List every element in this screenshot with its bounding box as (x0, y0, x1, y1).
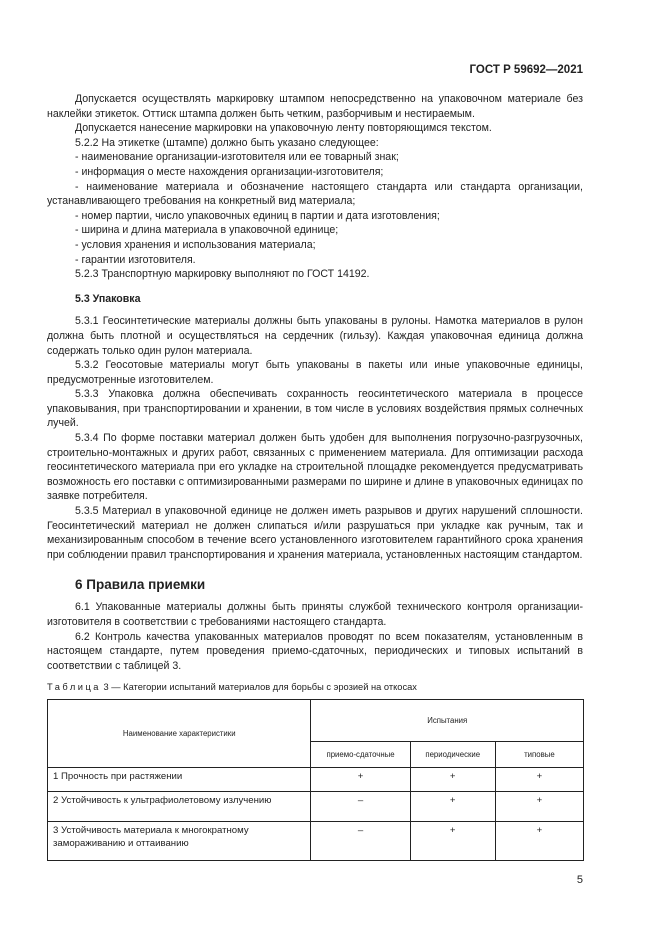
paragraph: Допускается осуществлять маркировку штампом непосредственно на упаковочном материале без наклейки этикеток. Оттиск штампа должен быть четким, разборчивым и нестираемым. (47, 93, 583, 120)
table-caption (47, 681, 583, 694)
section-6 (47, 576, 583, 673)
cell: 1 Прочность при растяжении (48, 768, 311, 792)
paragraph: 5.2.3 Транспортную маркировку выполняют по ГОСТ 14192. (75, 268, 370, 281)
page-number: 5 (576, 874, 583, 887)
cell: – (311, 792, 410, 822)
list-item: - номер партии, число упаковочных единиц в партии и дата изготовления; (75, 209, 440, 222)
section-heading: 5.3 Упаковка (75, 292, 141, 305)
cell: + (410, 768, 495, 792)
table-row (48, 822, 584, 861)
cell: – (311, 822, 410, 861)
list-item: - наименование организации-изготовителя или ее товарный знак; (75, 151, 399, 164)
paragraph: 5.2.2 На этикетке (штампе) должно быть указано следующее: (75, 136, 379, 149)
paragraph: 5.3.3 Упаковка должна обеспечивать сохранность геосинтетического материала в процессе упаковывания, при транспортировании и хранении, в том числе в условиях воздействия прямых солнечных лучей. (47, 388, 583, 430)
cell: + (410, 792, 495, 822)
cell: + (495, 792, 583, 822)
list-item: - наименование материала и обозначение настоящего стандарта или стандарта организации, устанавливающего требования на конкретный вид материала; (47, 180, 583, 208)
cell: + (495, 822, 583, 861)
cell: + (410, 822, 495, 861)
paragraph: 5.3.1 Геосинтетические материалы должны быть упакованы в рулоны. Намотка материалов в рулон должна быть плотной и осуществляться на сердечник (гильзу). Каждая упаковочная единица должна содержать только один рулон материала. (47, 315, 583, 357)
column-header: Наименование характеристики (48, 700, 311, 768)
section-5-3 (47, 292, 583, 563)
list-item: - гарантии изготовителя. (75, 253, 196, 266)
table-row (48, 792, 584, 822)
paragraph: 6.2 Контроль качества упакованных материалов проводят по всем показателям, установленным в настоящем стандарте, путем проведения приемо-сдаточных, периодических и типовых испытаний в соответствии с таблицей 3. (47, 630, 583, 672)
paragraph: 5.3.5 Материал в упаковочной единице не должен иметь разрывов и других нарушений сплошности. Геосинтетический материал не должен слипаться и/или разрушаться при укладке как ручным, так и механизированным способом в течение всего установленного изготовителем гарантийного срока хранения при соблюдении правил транспортирования и хранения материала, установленных настоящим стандартом. (47, 505, 583, 561)
paragraph: Допускается нанесение маркировки на упаковочную ленту повторяющимся текстом. (75, 122, 492, 135)
paragraph: 5.3.4 По форме поставки материал должен быть удобен для выполнения погрузочно-разгрузочных, строительно-монтажных и других работ, связанных с применением материала. Для оптимизации расхода геосинтетического материала при его укладке на строительной площадке рекомендуется предусматривать возможность его поставки с оптимизированными размерами по ширине и длине в упаковочных единицах по заявке потребителя. (47, 432, 583, 503)
section-5-2 (47, 92, 583, 282)
list-item: - условия хранения и использования материала; (75, 238, 316, 251)
list-item: - ширина и длина материала в упаковочной единице; (75, 224, 339, 237)
cell: + (311, 768, 410, 792)
column-header: типовые (495, 742, 583, 768)
table-row (48, 768, 584, 792)
document-header: ГОСТ Р 59692—2021 (469, 64, 583, 76)
test-categories-table (47, 699, 584, 861)
list-item: - информация о месте нахождения организации-изготовителя; (75, 165, 384, 178)
cell: + (495, 768, 583, 792)
caption-label: Таблица (47, 682, 101, 693)
column-group-header: Испытания (311, 700, 584, 742)
column-header: периодические (410, 742, 495, 768)
column-header: приемо-сдаточные (311, 742, 410, 768)
cell: 2 Устойчивость к ультрафиолетовому излучению (48, 792, 311, 822)
cell: 3 Устойчивость материала к многократному замораживанию и оттаиванию (48, 822, 311, 861)
section-heading: 6 Правила приемки (75, 577, 206, 593)
paragraph: 5.3.2 Геосотовые материалы могут быть упакованы в пакеты или иные упаковочные единицы, предусмотренные изготовителем. (47, 359, 583, 386)
caption-text: 3 — Категории испытаний материалов для борьбы с эрозией на откосах (103, 682, 417, 693)
paragraph: 6.1 Упакованные материалы должны быть приняты службой технического контроля организации-изготовителя в соответствии с требованиями настоящего стандарта. (47, 601, 583, 628)
